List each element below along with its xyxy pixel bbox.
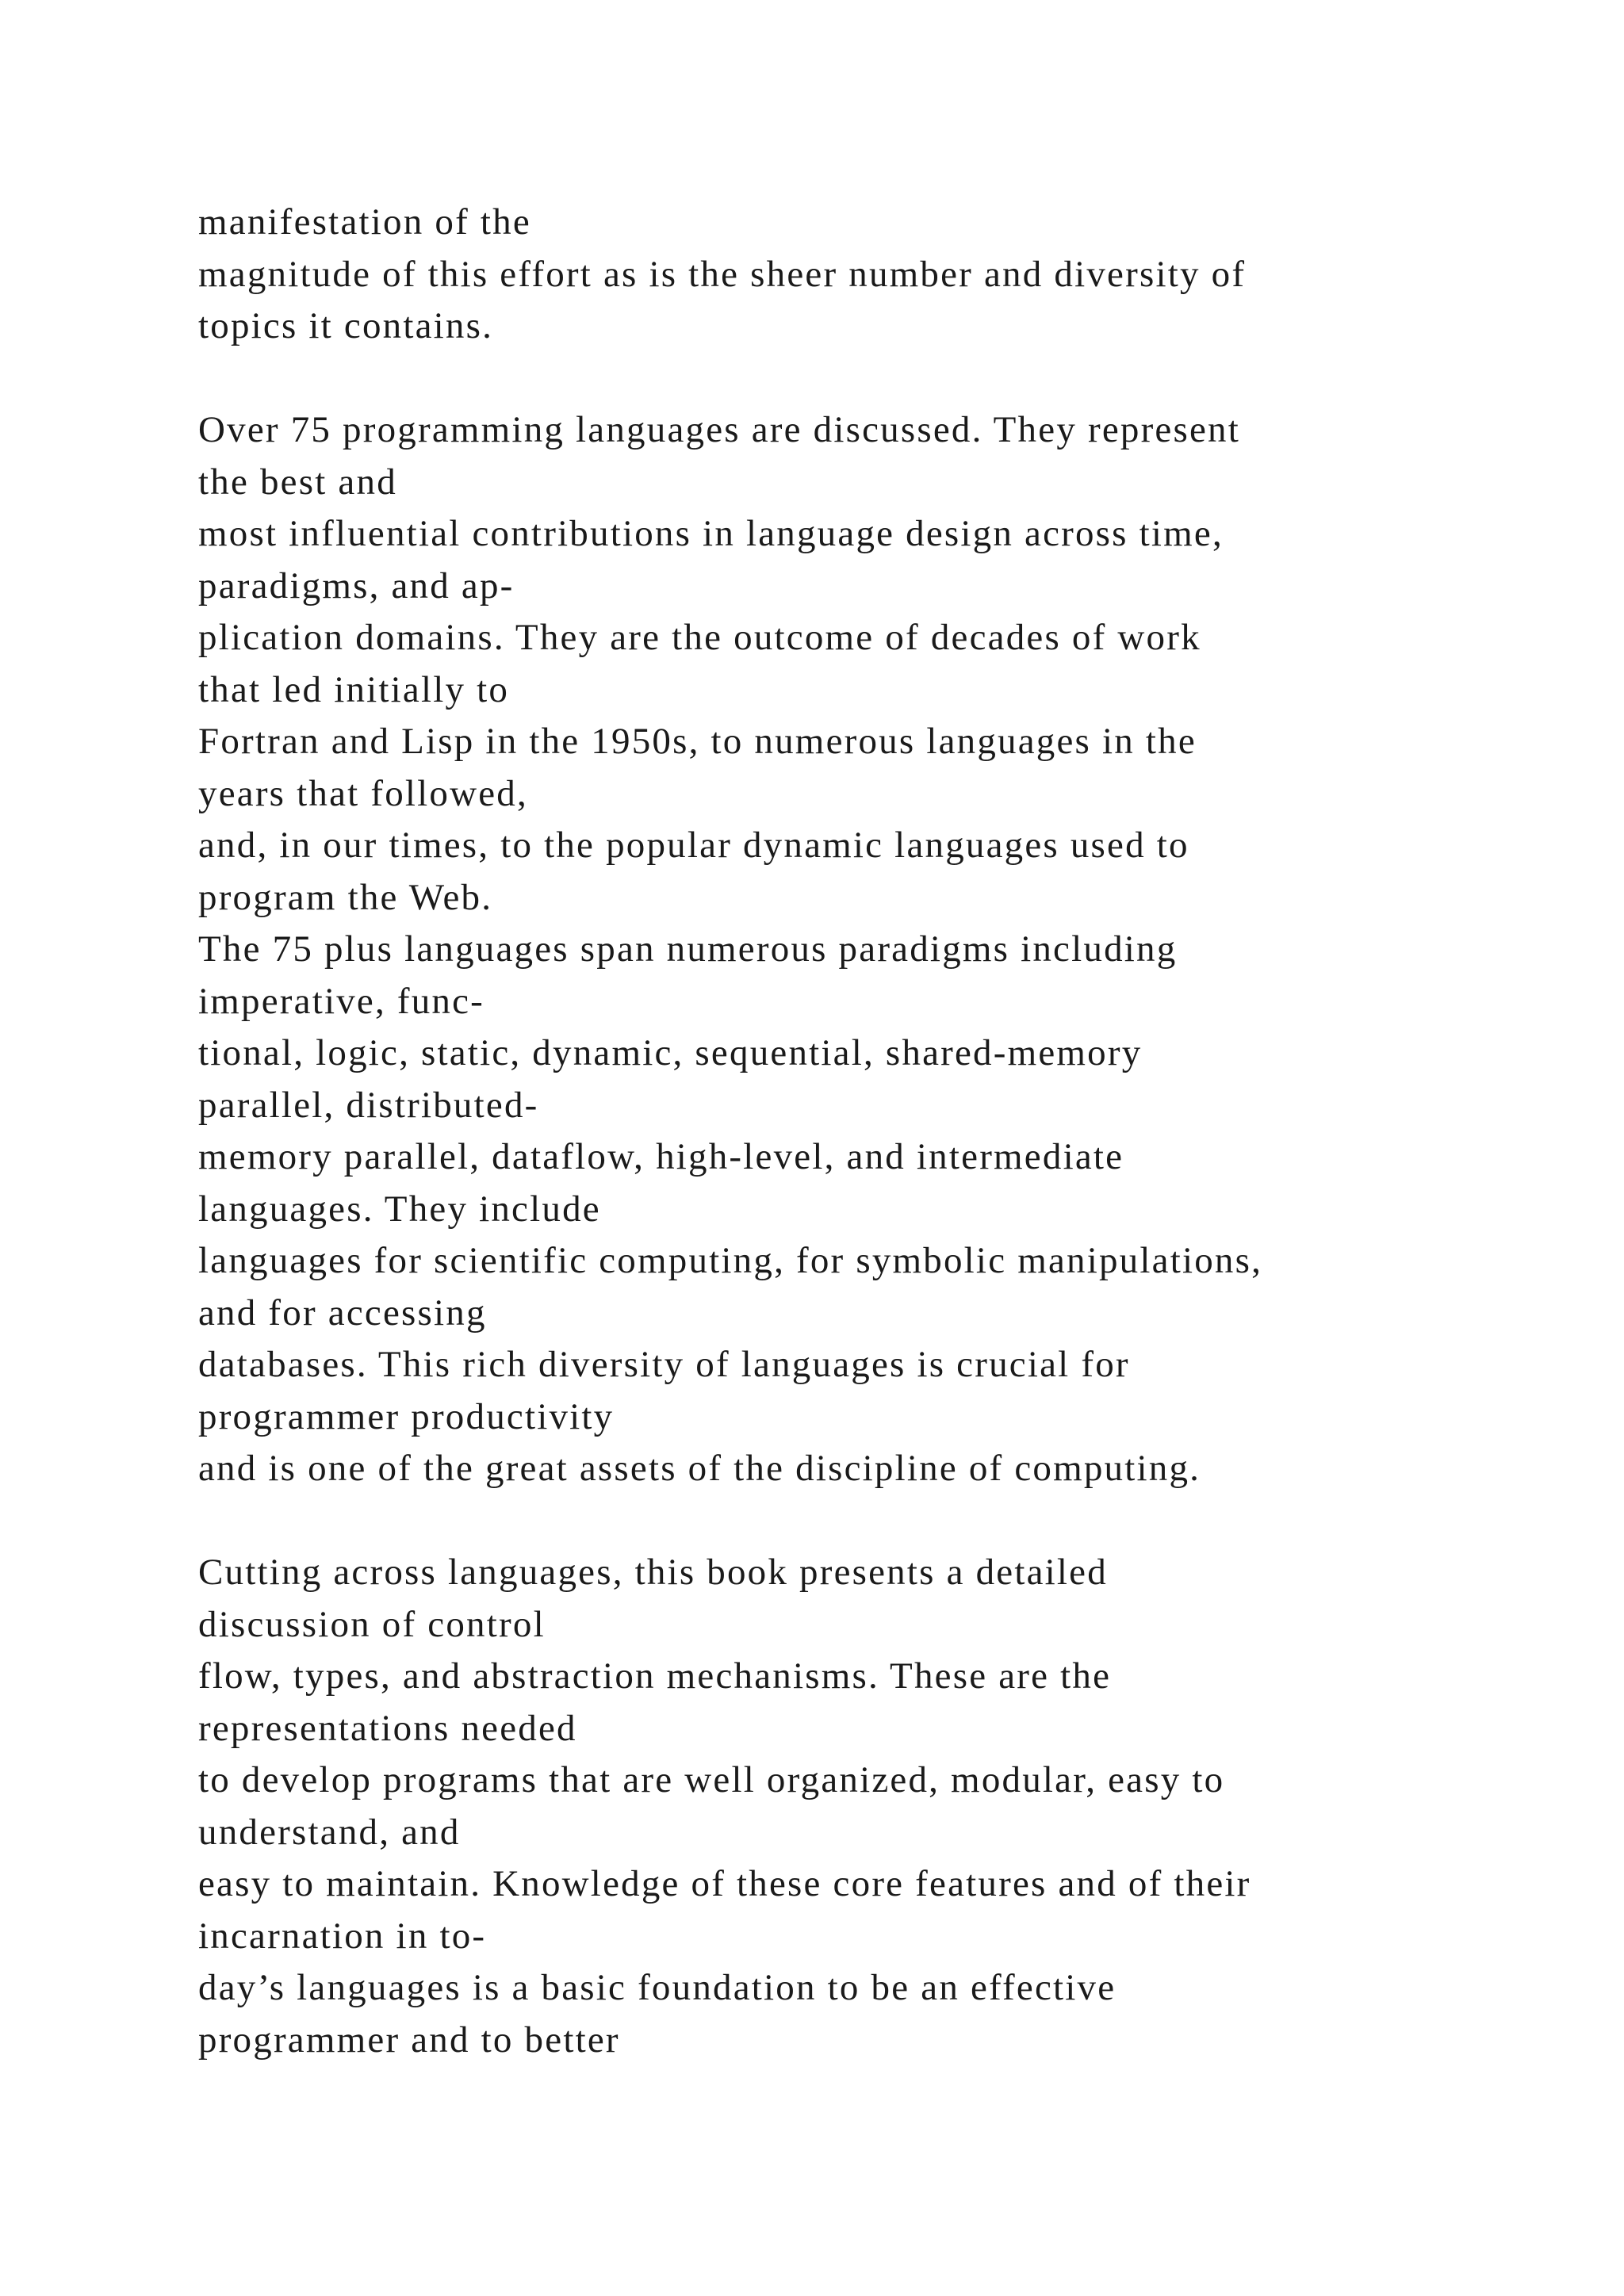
- text-line: most influential contributions in language design across time,: [198, 513, 1224, 554]
- text-line: understand, and: [198, 1811, 461, 1853]
- text-line: tional, logic, static, dynamic, sequential, shared-memory: [198, 1032, 1143, 1073]
- text-line: programmer and to better: [198, 2019, 620, 2061]
- text-line: program the Web.: [198, 876, 493, 918]
- body-text: [198, 197, 1546, 2066]
- text-line: Fortran and Lisp in the 1950s, to numerous languages in the: [198, 721, 1197, 762]
- text-line: The 75 plus languages span numerous paradigms including: [198, 928, 1178, 970]
- text-line: manifestation of the: [198, 201, 531, 243]
- text-line: plication domains. They are the outcome of decades of work: [198, 617, 1201, 658]
- text-line: topics it contains.: [198, 305, 494, 346]
- text-line: Over 75 programming languages are discussed. They represent: [198, 409, 1241, 450]
- text-line: languages. They include: [198, 1188, 601, 1230]
- text-line: and is one of the great assets of the discipline of computing.: [198, 1448, 1201, 1489]
- text-line: to develop programs that are well organized, modular, easy to: [198, 1759, 1225, 1800]
- text-line: and for accessing: [198, 1292, 487, 1334]
- text-line: discussion of control: [198, 1603, 546, 1645]
- text-line: languages for scientific computing, for symbolic manipulations,: [198, 1240, 1263, 1281]
- text-line: day’s languages is a basic foundation to be an effective: [198, 1967, 1116, 2008]
- text-line: that led initially to: [198, 668, 510, 710]
- text-line: memory parallel, dataflow, high-level, and intermediate: [198, 1136, 1124, 1177]
- text-line: years that followed,: [198, 772, 528, 814]
- text-line: imperative, func-: [198, 980, 485, 1022]
- text-line: and, in our times, to the popular dynamic languages used to: [198, 825, 1189, 866]
- text-line: easy to maintain. Knowledge of these core features and of their: [198, 1863, 1251, 1904]
- text-line: magnitude of this effort as is the sheer number and diversity of: [198, 253, 1247, 295]
- paragraph-break: [198, 353, 1546, 405]
- paragraph-1: [198, 197, 1546, 353]
- paragraph-2: [198, 404, 1546, 1495]
- text-line: paradigms, and ap-: [198, 564, 515, 607]
- paragraph-3: [198, 1547, 1546, 2066]
- text-line: databases. This rich diversity of languages is crucial for: [198, 1344, 1130, 1385]
- text-line: the best and: [198, 461, 397, 503]
- paragraph-break: [198, 1495, 1546, 1548]
- text-line: parallel, distributed-: [198, 1084, 539, 1126]
- text-line: incarnation in to-: [198, 1915, 487, 1957]
- text-line: programmer productivity: [198, 1395, 615, 1437]
- text-line: Cutting across languages, this book presents a detailed: [198, 1552, 1108, 1593]
- text-line: representations needed: [198, 1707, 577, 1749]
- text-line: flow, types, and abstraction mechanisms. These are the: [198, 1655, 1112, 1697]
